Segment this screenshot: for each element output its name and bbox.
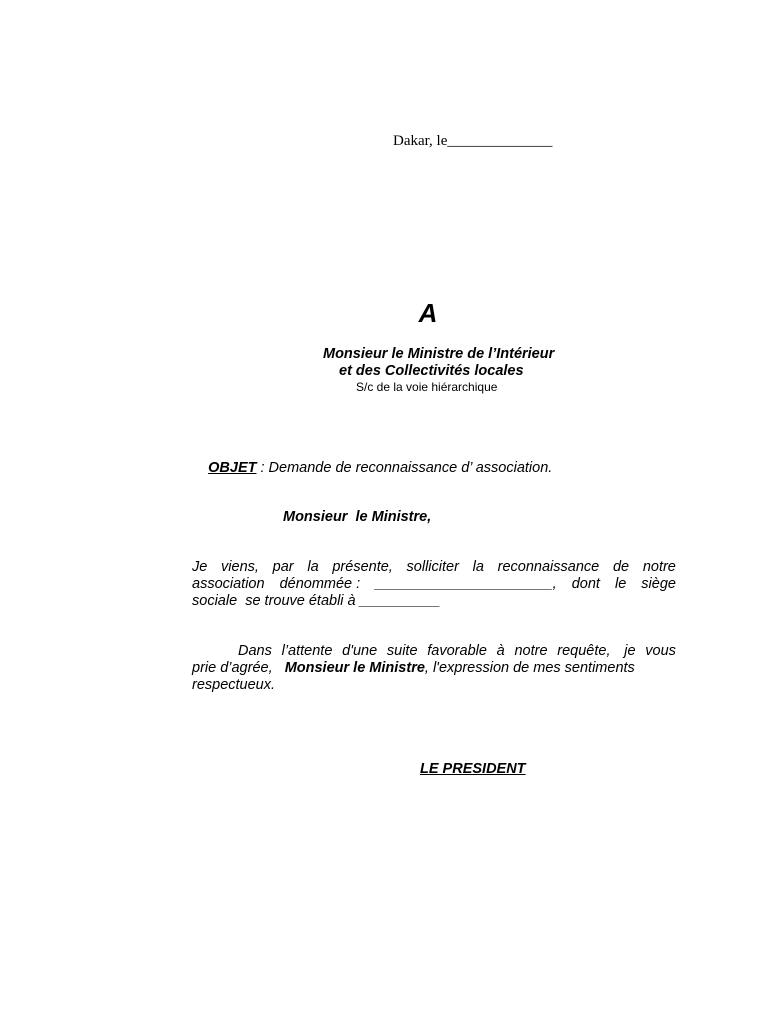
text-fragment: respectueux. — [192, 677, 276, 693]
word: dont — [571, 576, 600, 592]
word: favorable — [427, 643, 487, 659]
salutation: Monsieur le Ministre, — [283, 509, 432, 525]
subject-text: : Demande de reconnaissance d’ association. — [256, 460, 553, 476]
recipient-title: Monsieur le Ministre de l’Intérieur — [323, 346, 555, 362]
word: suite — [386, 643, 418, 659]
recipient-routing: S/c de la voie hiérarchique — [356, 380, 498, 394]
word: reconnaissance — [497, 559, 600, 575]
paragraph-line — [192, 593, 676, 610]
word: solliciter — [406, 559, 459, 575]
word: le — [614, 576, 627, 592]
word: l’attente — [281, 643, 333, 659]
recipient-department: et des Collectivités locales — [339, 363, 524, 379]
word: Dans — [238, 643, 272, 659]
headquarters-line: sociale se trouve établi à __________ — [192, 593, 441, 609]
word: présente, — [332, 559, 393, 575]
paragraph-line — [192, 677, 676, 694]
word: requête, — [557, 643, 611, 659]
word: la — [307, 559, 319, 575]
word: Je — [192, 559, 208, 575]
word: siège — [641, 576, 676, 592]
word: vous — [645, 643, 676, 659]
word: association — [192, 576, 265, 592]
word: à — [496, 643, 505, 659]
recipient-prefix: A — [418, 298, 438, 328]
closing-paragraph — [192, 643, 676, 694]
paragraph-line — [192, 643, 676, 660]
word: je — [620, 643, 636, 659]
association-name-blank: ______________________, — [375, 576, 557, 592]
text-fragment: prie d’agrée, — [192, 660, 285, 676]
word: la — [472, 559, 484, 575]
subject-line — [192, 444, 552, 492]
paragraph-line — [192, 576, 676, 593]
request-paragraph — [192, 559, 676, 610]
date-line: Dakar, le______________ — [393, 133, 553, 149]
minister-emphasis: Monsieur le Ministre — [284, 660, 425, 676]
word: dénommée : — [279, 576, 361, 592]
word: notre — [642, 559, 676, 575]
signature-title: LE PRESIDENT — [420, 761, 526, 777]
paragraph-line — [192, 660, 676, 677]
word: par — [272, 559, 294, 575]
word: viens, — [221, 559, 259, 575]
word: de — [612, 559, 630, 575]
word: d'une — [342, 643, 378, 659]
word: notre — [514, 643, 548, 659]
subject-label: OBJET — [208, 460, 257, 476]
paragraph-line — [192, 559, 676, 576]
text-fragment: , l'expression de mes sentiments — [424, 660, 635, 676]
